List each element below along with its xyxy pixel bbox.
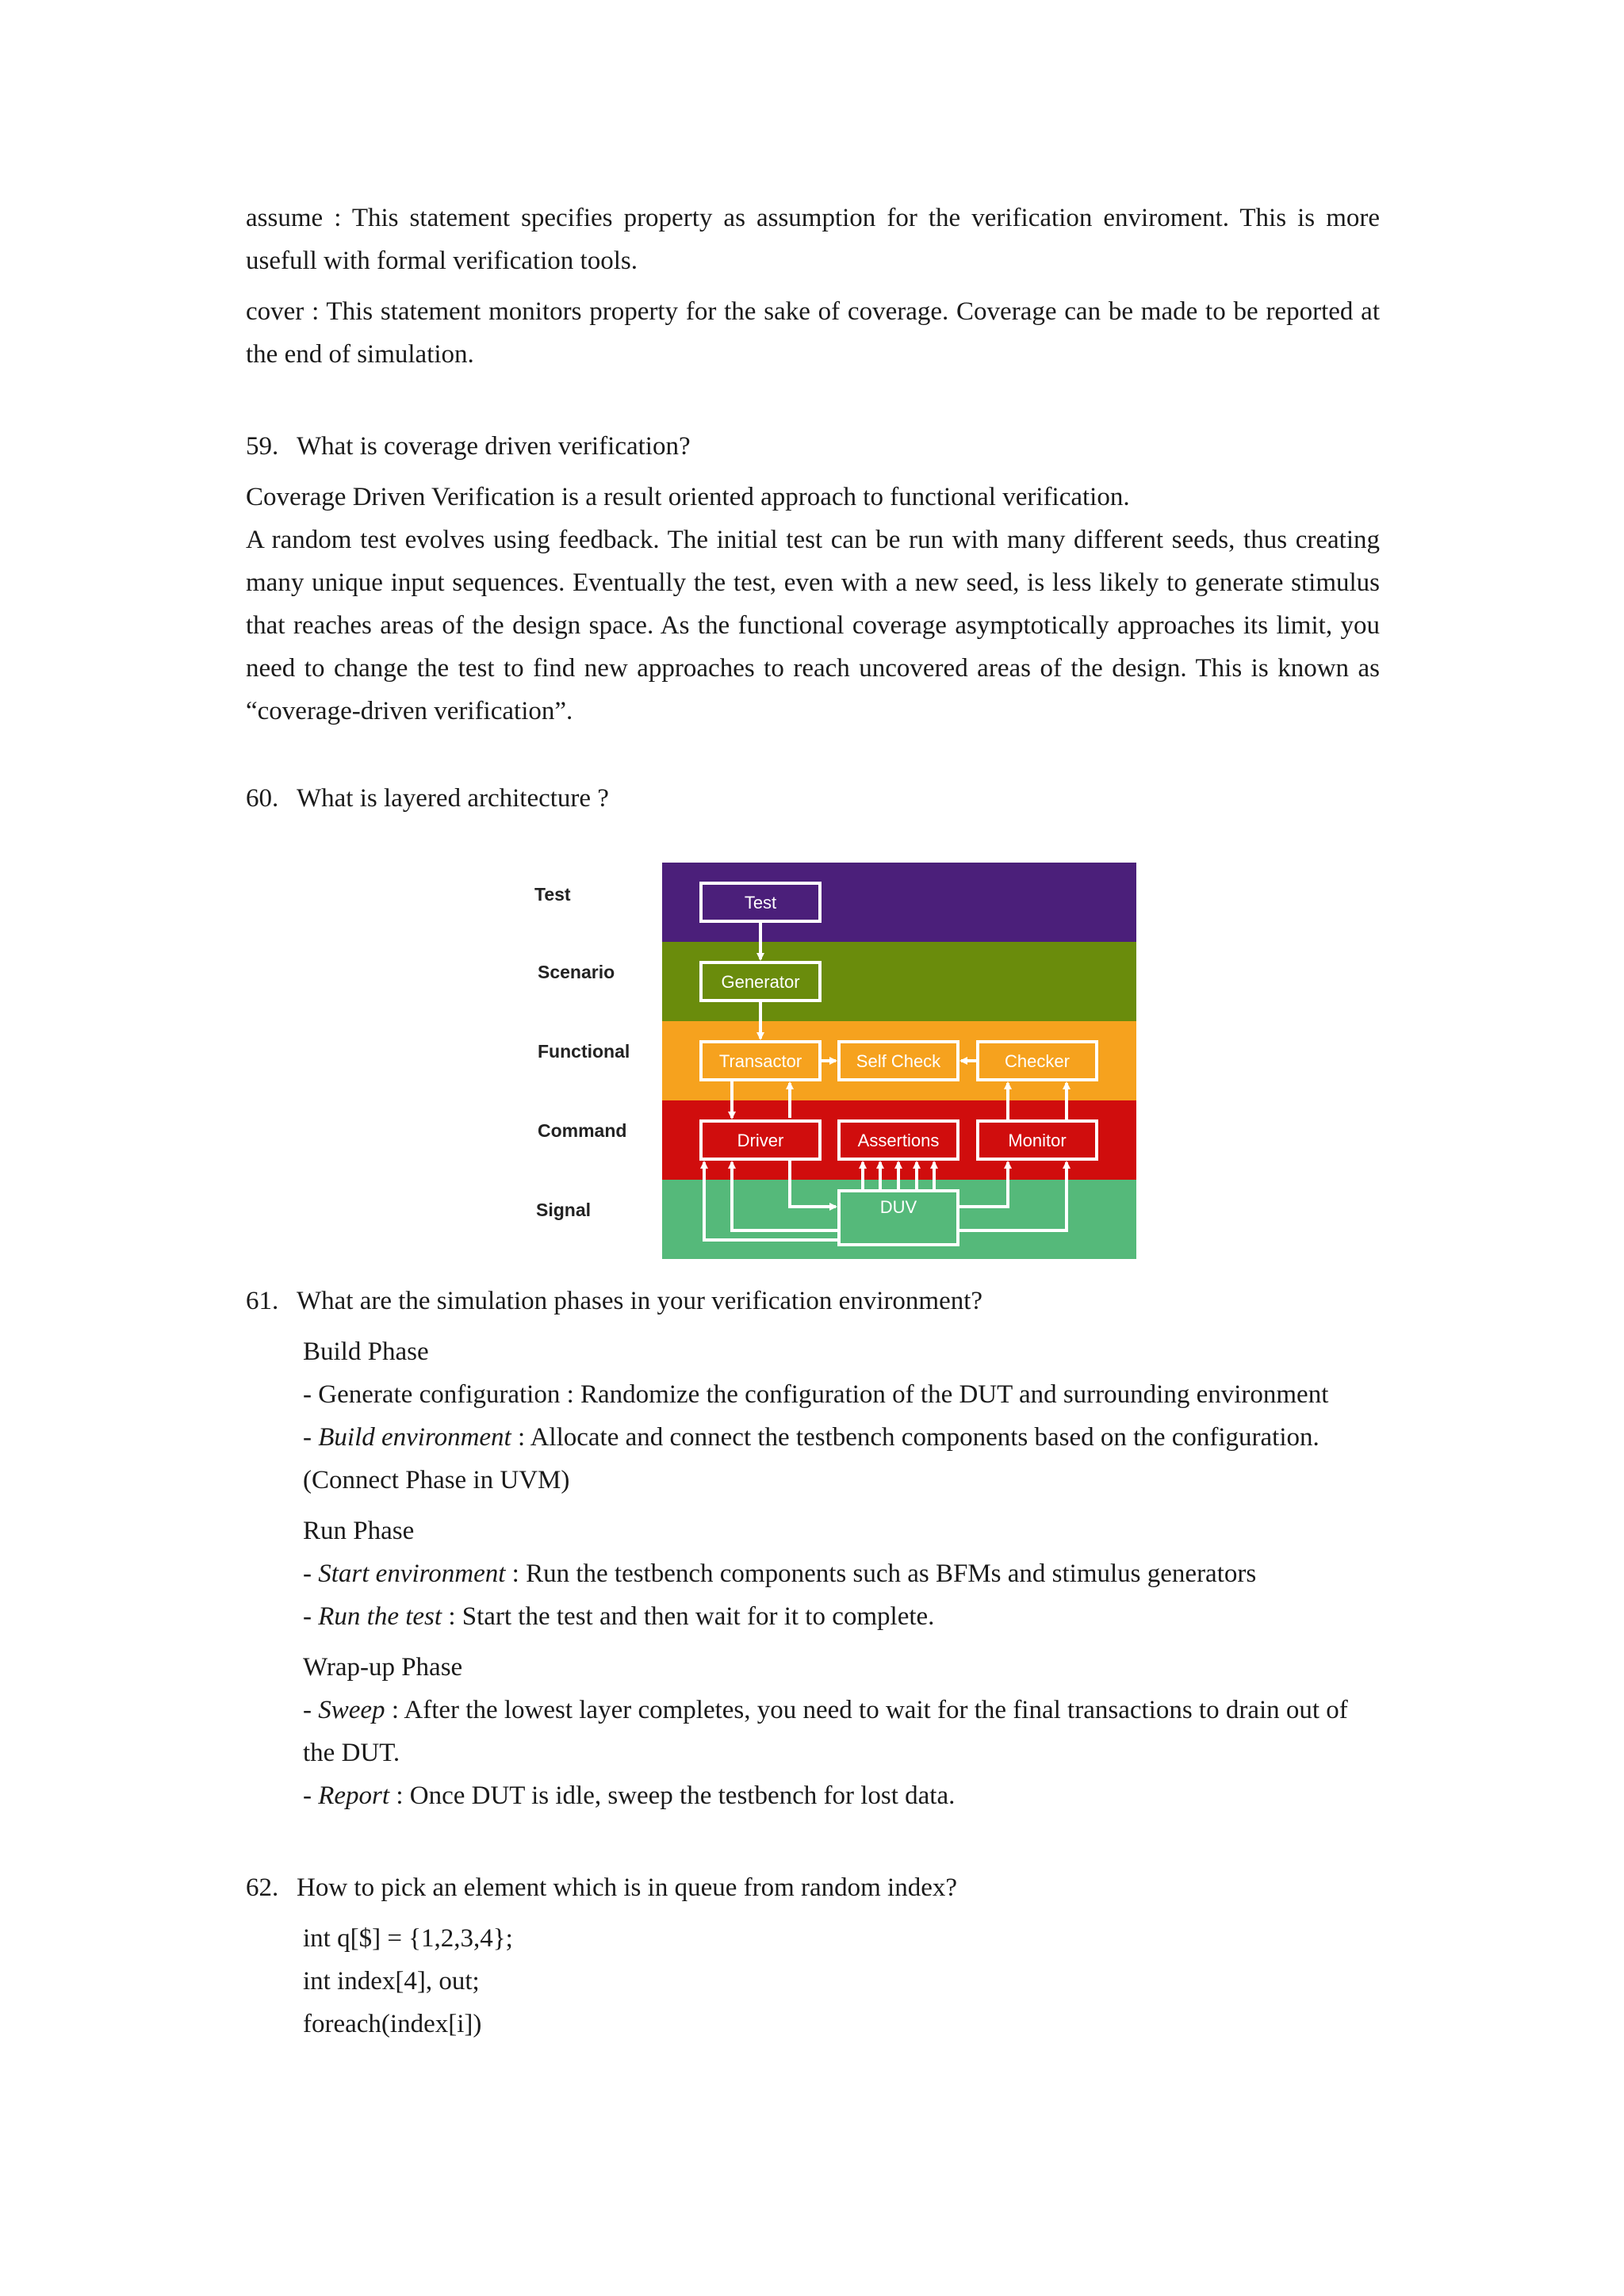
box-label-monitor: Monitor [1008, 1131, 1067, 1150]
wrap-phase-line-1: - Sweep : After the lowest layer completes, you need to wait for the final transactions to drain out of the DUT. [303, 1696, 1348, 1767]
build-phase-line-2: - Build environment : Allocate and connect the testbench components based on the configuration. [303, 1423, 1320, 1452]
q60-heading [246, 777, 1380, 820]
q62-heading [246, 1866, 1380, 1909]
layered-architecture-figure [246, 820, 1380, 1280]
layered-architecture-diagram [246, 820, 1380, 1280]
q62-number: 62. [246, 1873, 279, 1902]
run-phase-line-1: - Start environment : Run the testbench components such as BFMs and stimulus generators [303, 1559, 1257, 1588]
wrap-line-1-rest: : After the lowest layer completes, you need to wait for the final transactions to drain out of the DUT. [303, 1696, 1348, 1767]
run-line-2-rest: : Start the test and then wait for it to complete. [442, 1602, 935, 1631]
run-line-1-rest: : Run the testbench components such as BFMs and stimulus generators [505, 1559, 1257, 1588]
wrap-line-2-rest: : Once DUT is idle, sweep the testbench for lost data. [389, 1781, 956, 1810]
cover-paragraph: cover : This statement monitors property for the sake of coverage. Coverage can be made to be reported at the end of simulation. [246, 297, 1380, 369]
box-label-transactor: Transactor [718, 1051, 802, 1071]
box-label-test: Test [744, 893, 777, 913]
q61-title: What are the simulation phases in your verification environment? [297, 1287, 983, 1315]
q59-number: 59. [246, 432, 279, 461]
q59-title: What is coverage driven verification? [297, 432, 691, 461]
build-line-1-rest: : Randomize the configuration of the DUT and surrounding environment [560, 1380, 1329, 1409]
code-line-1: int q[$] = {1,2,3,4}; [303, 1924, 513, 1953]
q61-body [246, 1330, 1380, 1817]
build-line-1-key: Generate configuration [318, 1380, 561, 1409]
layer-label-command: Command [538, 1120, 627, 1141]
layer-label-functional: Functional [538, 1041, 630, 1062]
wrap-phase-line-2: - Report : Once DUT is idle, sweep the testbench for lost data. [303, 1781, 956, 1810]
code-line-2: int index[4], out; [303, 1967, 480, 1996]
box-label-generator: Generator [721, 972, 800, 992]
q60-title: What is layered architecture ? [297, 784, 609, 813]
box-label-assertions: Assertions [857, 1131, 940, 1150]
build-line-2-key: Build environment [318, 1423, 511, 1452]
box-label-checker: Checker [1005, 1051, 1070, 1071]
layer-label-test: Test [534, 884, 571, 905]
layer-label-scenario: Scenario [538, 962, 615, 982]
q59-heading [246, 425, 1380, 468]
box-label-driver: Driver [737, 1131, 784, 1150]
q59-paragraph-2: A random test evolves using feedback. The initial test can be run with many different seeds, thus creating many unique input sequences. Eventually the test, even with a new seed, is less likely to generate stimulus that reaches areas of the design space. As the functional coverage asymptotically approaches its limit, you need to change the test to find new approaches to reach uncovered areas of the design. This is known as “coverage-driven verification”. [246, 526, 1380, 725]
box-label-self-check: Self Check [856, 1051, 941, 1071]
q61-heading [246, 1280, 1380, 1322]
build-line-2-rest: : Allocate and connect the testbench components based on the configuration. [511, 1423, 1320, 1452]
box-label-duv: DUV [879, 1197, 917, 1217]
run-line-2-key: Run the test [318, 1602, 442, 1631]
wrap-line-1-key: Sweep [318, 1696, 385, 1724]
q62-title: How to pick an element which is in queue from random index? [297, 1873, 958, 1902]
q61-number: 61. [246, 1287, 279, 1315]
q59-paragraph-1: Coverage Driven Verification is a result oriented approach to functional verification. [246, 483, 1130, 511]
code-line-3: foreach(index[i]) [303, 2010, 482, 2038]
wrap-phase-heading: Wrap-up Phase [303, 1653, 463, 1682]
assume-paragraph: assume : This statement specifies property as assumption for the verification enviroment. This is more usefull with formal verification tools. [246, 204, 1380, 275]
wrap-line-2-key: Report [318, 1781, 390, 1810]
q62-code [246, 1917, 1380, 2045]
document-content [246, 197, 1380, 2045]
build-phase-heading: Build Phase [303, 1337, 429, 1366]
run-phase-heading: Run Phase [303, 1517, 415, 1545]
q60-number: 60. [246, 784, 279, 813]
build-phase-line-3: (Connect Phase in UVM) [303, 1466, 570, 1494]
run-phase-line-2: - Run the test : Start the test and then wait for it to complete. [303, 1602, 935, 1631]
build-phase-line-1: - Generate configuration : Randomize the configuration of the DUT and surrounding environment [303, 1380, 1329, 1409]
layer-label-signal: Signal [536, 1200, 592, 1220]
run-line-1-key: Start environment [318, 1559, 506, 1588]
band-test [662, 863, 1136, 942]
